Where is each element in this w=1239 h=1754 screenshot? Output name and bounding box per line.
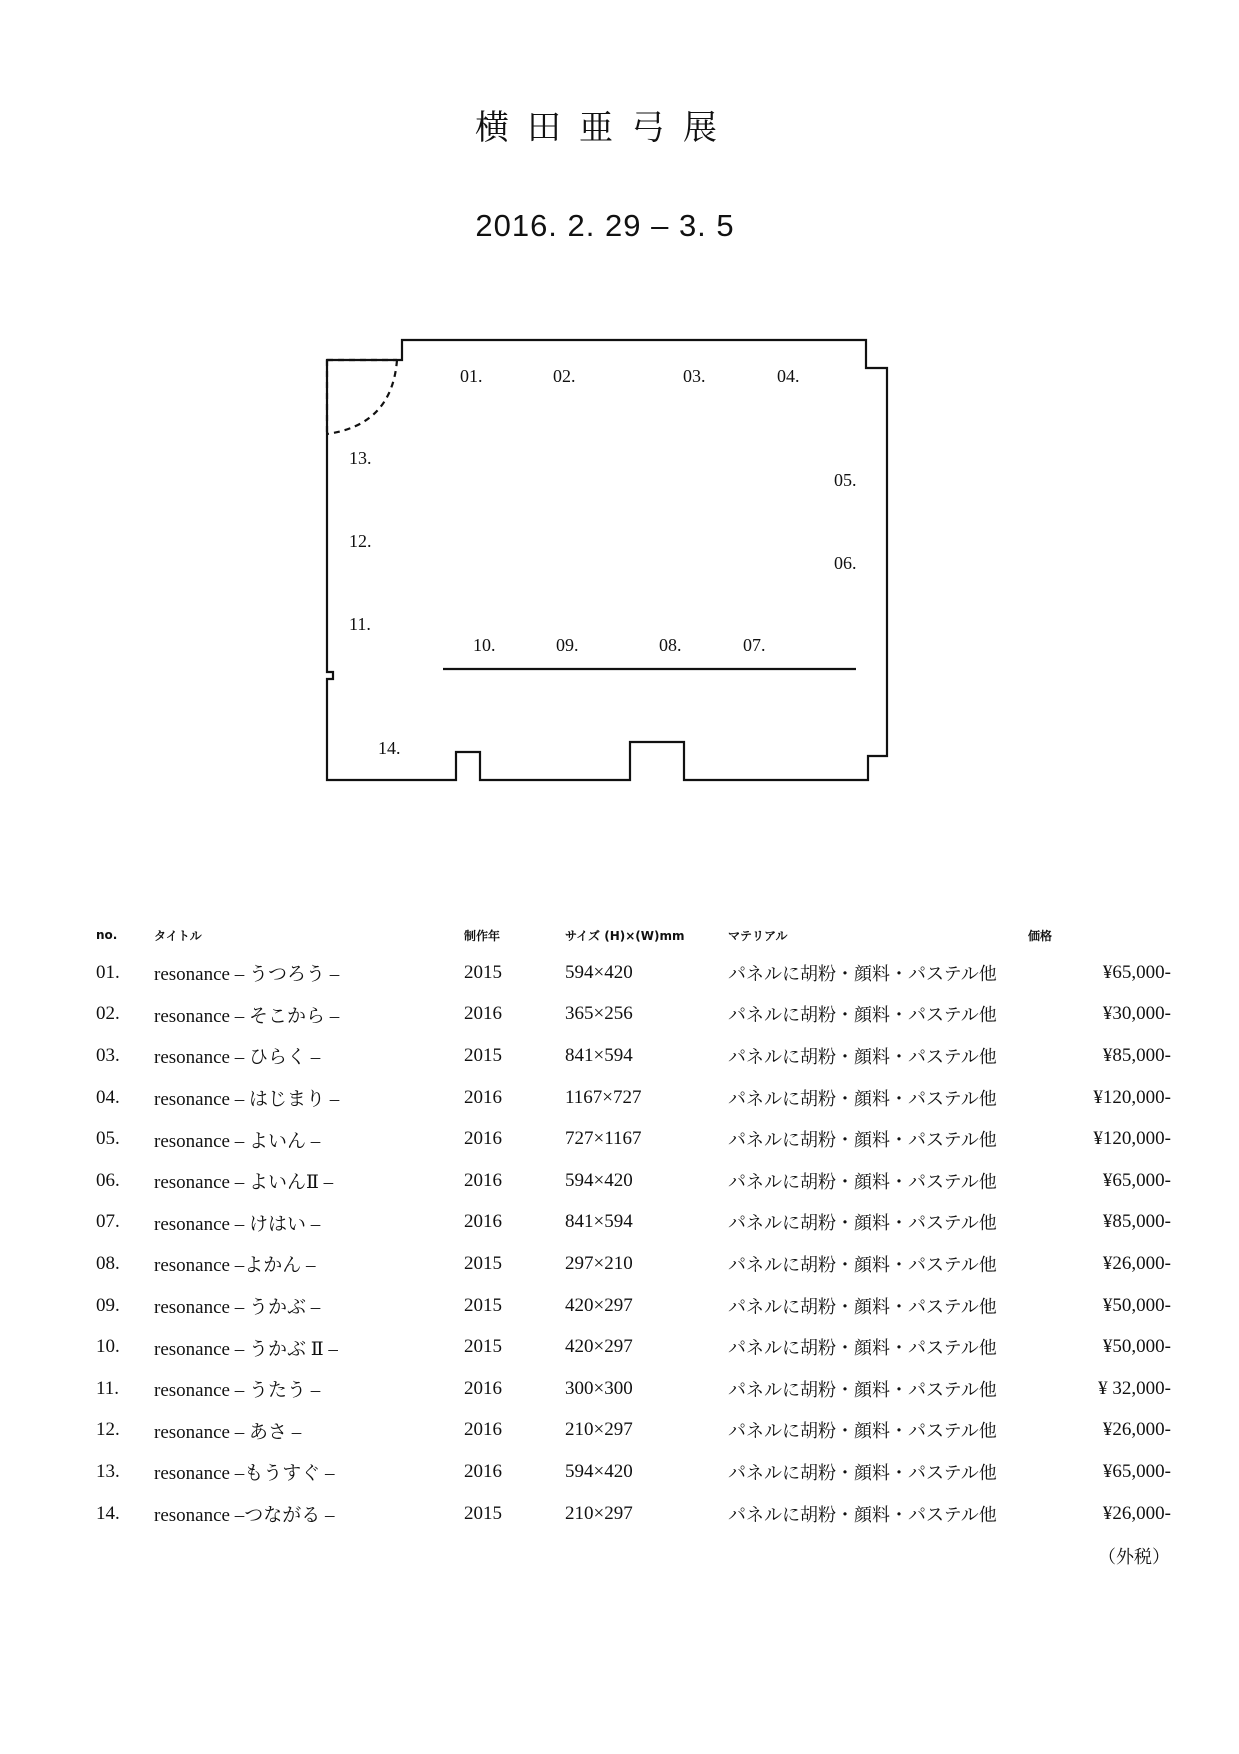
work-material: パネルに胡粉・顔料・パステル他 <box>728 963 997 985</box>
work-material: パネルに胡粉・顔料・パステル他 <box>728 1046 997 1068</box>
work-no: 11. <box>96 1377 120 1399</box>
exhibition-title: 横田亜弓展 <box>475 108 735 148</box>
work-no: 08. <box>96 1252 120 1274</box>
work-price: ¥30,000- <box>1102 1003 1171 1025</box>
door-swing-icon <box>327 360 397 434</box>
works-table <box>96 918 1171 1534</box>
table-row <box>96 1451 1171 1493</box>
work-no: 12. <box>96 1419 120 1441</box>
work-title: resonance – そこから – <box>154 1005 340 1027</box>
work-price: ¥65,000- <box>1102 1460 1171 1482</box>
exhibition-dates: 2016. 2. 29 – 3. 5 <box>475 208 735 243</box>
table-row <box>96 1035 1171 1077</box>
table-row <box>96 1160 1171 1202</box>
table-row <box>96 1493 1171 1535</box>
work-title: resonance – うたう – <box>154 1380 321 1402</box>
plan-label-11: 11. <box>349 614 371 634</box>
table-row <box>96 1243 1171 1285</box>
work-title: resonance – けはい – <box>154 1213 321 1235</box>
work-price: ¥65,000- <box>1102 961 1171 983</box>
work-material: パネルに胡粉・顔料・パステル他 <box>728 1338 997 1360</box>
header-price: 価格 <box>1028 928 1053 943</box>
work-size: 210×297 <box>565 1419 633 1441</box>
work-size: 727×1167 <box>565 1128 642 1150</box>
work-size: 210×297 <box>565 1502 633 1524</box>
work-size: 594×420 <box>565 1460 633 1482</box>
work-size: 365×256 <box>565 1003 633 1025</box>
work-no: 05. <box>96 1128 120 1150</box>
work-year: 2015 <box>464 1336 502 1358</box>
header-material: マテリアル <box>728 928 788 943</box>
work-price: ¥85,000- <box>1102 1211 1171 1233</box>
work-size: 841×594 <box>565 1044 633 1066</box>
plan-label-10: 10. <box>473 635 496 655</box>
work-size: 300×300 <box>565 1377 633 1399</box>
work-year: 2016 <box>464 1460 502 1482</box>
work-price: ¥120,000- <box>1093 1128 1171 1150</box>
work-title: resonance – ひらく – <box>154 1047 321 1069</box>
work-price: ¥26,000- <box>1102 1252 1171 1274</box>
floor-plan-walls <box>327 340 887 780</box>
plan-label-13: 13. <box>349 448 372 468</box>
table-row <box>96 1410 1171 1452</box>
table-row <box>96 1077 1171 1119</box>
plan-label-05: 05. <box>834 470 857 490</box>
work-no: 10. <box>96 1336 120 1358</box>
work-year: 2016 <box>464 1419 502 1441</box>
work-no: 14. <box>96 1502 120 1524</box>
header-year: 制作年 <box>464 928 501 943</box>
plan-label-03: 03. <box>683 366 706 386</box>
plan-label-07: 07. <box>743 635 766 655</box>
work-material: パネルに胡粉・顔料・パステル他 <box>728 1504 997 1526</box>
work-size: 420×297 <box>565 1294 633 1316</box>
work-no: 09. <box>96 1294 120 1316</box>
table-row <box>96 1118 1171 1160</box>
work-material: パネルに胡粉・顔料・パステル他 <box>728 1462 997 1484</box>
work-material: パネルに胡粉・顔料・パステル他 <box>728 1379 997 1401</box>
work-material: パネルに胡粉・顔料・パステル他 <box>728 1171 997 1193</box>
work-material: パネルに胡粉・顔料・パステル他 <box>728 1088 997 1110</box>
table-row <box>96 994 1171 1036</box>
plan-label-08: 08. <box>659 635 682 655</box>
floor-plan <box>0 0 1239 800</box>
work-size: 420×297 <box>565 1336 633 1358</box>
work-price: ¥85,000- <box>1102 1044 1171 1066</box>
work-price: ¥ 32,000- <box>1098 1377 1171 1399</box>
work-no: 02. <box>96 1003 120 1025</box>
table-row <box>96 1285 1171 1327</box>
plan-label-01: 01. <box>460 366 483 386</box>
work-title: resonance – うつろう – <box>154 964 340 986</box>
work-price: ¥65,000- <box>1102 1169 1171 1191</box>
work-price: ¥50,000- <box>1102 1294 1171 1316</box>
plan-label-02: 02. <box>553 366 576 386</box>
work-material: パネルに胡粉・顔料・パステル他 <box>728 1421 997 1443</box>
work-year: 2015 <box>464 1044 502 1066</box>
plan-label-12: 12. <box>349 531 372 551</box>
work-size: 594×420 <box>565 961 633 983</box>
work-size: 1167×727 <box>565 1086 642 1108</box>
work-year: 2015 <box>464 961 502 983</box>
work-material: パネルに胡粉・顔料・パステル他 <box>728 1254 997 1276</box>
work-title: resonance – あさ – <box>154 1421 302 1443</box>
work-size: 594×420 <box>565 1169 633 1191</box>
work-title: resonance –もうすぐ – <box>154 1463 335 1485</box>
table-row <box>96 952 1171 994</box>
work-title: resonance – はじまり – <box>154 1089 340 1111</box>
plan-label-09: 09. <box>556 635 579 655</box>
work-year: 2016 <box>464 1211 502 1233</box>
work-material: パネルに胡粉・顔料・パステル他 <box>728 1005 997 1027</box>
work-size: 297×210 <box>565 1252 633 1274</box>
header-size: サイズ (H)×(W)mm <box>565 928 685 943</box>
work-no: 07. <box>96 1211 120 1233</box>
work-title: resonance –よかん – <box>154 1255 316 1277</box>
work-year: 2015 <box>464 1502 502 1524</box>
header-no: no. <box>96 928 118 942</box>
plan-label-06: 06. <box>834 553 857 573</box>
work-no: 03. <box>96 1044 120 1066</box>
work-year: 2016 <box>464 1003 502 1025</box>
work-material: パネルに胡粉・顔料・パステル他 <box>728 1296 997 1318</box>
work-year: 2016 <box>464 1377 502 1399</box>
work-year: 2015 <box>464 1294 502 1316</box>
table-row <box>96 1202 1171 1244</box>
plan-label-14: 14. <box>378 738 401 758</box>
work-title: resonance –つながる – <box>154 1505 335 1527</box>
work-year: 2016 <box>464 1128 502 1150</box>
table-header-row <box>96 918 1171 952</box>
work-price: ¥50,000- <box>1102 1336 1171 1358</box>
work-size: 841×594 <box>565 1211 633 1233</box>
work-price: ¥26,000- <box>1102 1419 1171 1441</box>
work-price: ¥26,000- <box>1102 1502 1171 1524</box>
header-title: タイトル <box>154 928 202 943</box>
work-price: ¥120,000- <box>1093 1086 1171 1108</box>
work-title: resonance – うかぶ Ⅱ – <box>154 1338 338 1360</box>
work-no: 04. <box>96 1086 120 1108</box>
work-year: 2016 <box>464 1169 502 1191</box>
work-title: resonance – よいん – <box>154 1130 321 1152</box>
table-row <box>96 1326 1171 1368</box>
work-no: 06. <box>96 1169 120 1191</box>
work-no: 13. <box>96 1460 120 1482</box>
work-year: 2016 <box>464 1086 502 1108</box>
plan-label-04: 04. <box>777 366 800 386</box>
work-no: 01. <box>96 961 120 983</box>
work-year: 2015 <box>464 1252 502 1274</box>
work-material: パネルに胡粉・顔料・パステル他 <box>728 1130 997 1152</box>
work-title: resonance – うかぶ – <box>154 1297 321 1319</box>
table-row <box>96 1368 1171 1410</box>
work-material: パネルに胡粉・顔料・パステル他 <box>728 1213 997 1235</box>
tax-note: （外税） <box>1098 1547 1170 1568</box>
work-title: resonance – よいんⅡ – <box>154 1172 334 1194</box>
